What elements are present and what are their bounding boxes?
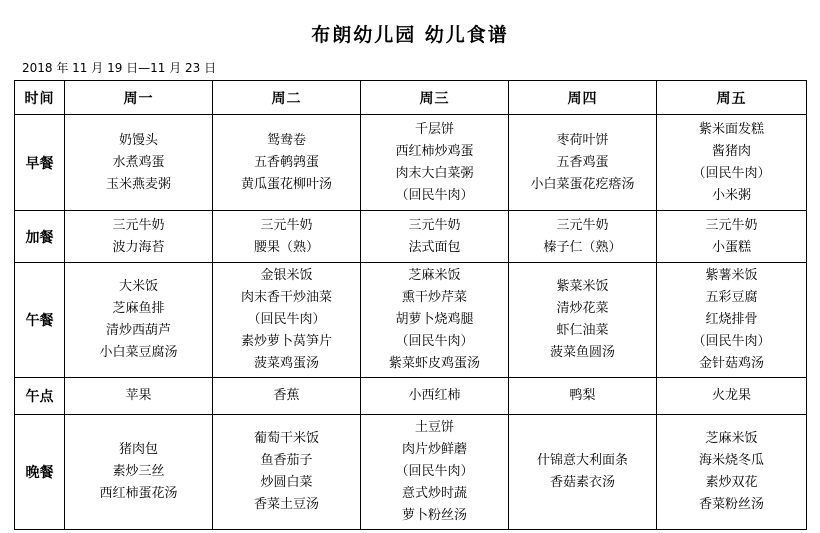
dish-item: 香菜土豆汤 — [253, 497, 319, 512]
dish-item: 肉末大白菜粥 — [395, 165, 474, 181]
date-range: 2018 年 11 月 19 日—11 月 23 日 — [22, 61, 217, 75]
dish-item: 肉末香干炒油菜 — [240, 290, 332, 305]
day-column-header: 周五 — [657, 81, 807, 115]
menu-cell — [65, 115, 213, 211]
menu-cell — [657, 263, 807, 378]
dish-item: 紫菜米饭 — [556, 279, 609, 294]
dish-item: 苹果 — [125, 388, 152, 403]
dish-item: 西红柿蛋花汤 — [99, 486, 178, 501]
dish-item: 金银米饭 — [260, 268, 313, 283]
menu-cell — [213, 211, 361, 263]
menu-cell — [509, 211, 657, 263]
dish-item: （回民牛肉） — [692, 165, 771, 181]
dish-item: 菠菜鱼圆汤 — [549, 345, 615, 360]
dish-item: 鸭梨 — [569, 388, 596, 403]
dish-item: 红烧排骨 — [705, 312, 758, 327]
dish-item: 枣荷叶饼 — [556, 132, 609, 148]
menu-cell — [361, 378, 509, 415]
dish-item: 虾仁油菜 — [556, 323, 609, 338]
dish-item: 紫米面发糕 — [698, 121, 764, 137]
menu-cell — [509, 263, 657, 378]
time-column-header: 时间 — [15, 81, 65, 115]
menu-cell — [213, 378, 361, 415]
dish-item: 菠菜鸡蛋汤 — [253, 356, 319, 371]
dish-item: 小白菜蛋花疙瘩汤 — [530, 176, 635, 192]
day-column-header: 周一 — [65, 81, 213, 115]
dish-item: 香菇素衣汤 — [549, 475, 615, 490]
menu-row — [15, 115, 807, 211]
meal-row-label: 早餐 — [15, 115, 65, 211]
day-column-header: 周二 — [213, 81, 361, 115]
menu-row — [15, 211, 807, 263]
menu-cell — [361, 415, 509, 530]
header-row — [15, 81, 807, 115]
dish-item: 紫薯米饭 — [705, 268, 758, 283]
dish-item: 鸳鸯卷 — [266, 132, 306, 148]
menu-row — [15, 378, 807, 415]
dish-item: （回民牛肉） — [395, 334, 474, 349]
dish-item: 紫菜虾皮鸡蛋汤 — [388, 356, 480, 371]
day-column-header: 周四 — [509, 81, 657, 115]
menu-cell — [213, 263, 361, 378]
dish-item: 素炒三丝 — [112, 464, 165, 479]
menu-cell — [65, 378, 213, 415]
dish-item: 清炒花菜 — [556, 301, 609, 316]
dish-item: 榛子仁（熟） — [543, 239, 622, 255]
menu-cell — [213, 115, 361, 211]
dish-item: 胡萝卜烧鸡腿 — [395, 312, 474, 327]
dish-item: 金针菇鸡汤 — [698, 356, 764, 371]
dish-item: （回民牛肉） — [395, 464, 474, 479]
dish-item: 芝麻米饭 — [705, 431, 758, 446]
dish-item: 三元牛奶 — [260, 217, 313, 233]
dish-item: 素炒萝卜莴笋片 — [240, 334, 332, 349]
dish-item: 萝卜粉丝汤 — [401, 508, 467, 523]
dish-item: 三元牛奶 — [408, 217, 461, 233]
page-title: 布朗幼儿园 幼儿食谱 — [311, 24, 509, 46]
dish-item: 三元牛奶 — [705, 217, 758, 233]
dish-item: 玉米燕麦粥 — [105, 176, 171, 192]
meal-row-label: 午点 — [15, 378, 65, 415]
dish-item: 三元牛奶 — [556, 217, 609, 233]
dish-item: 五彩豆腐 — [705, 290, 758, 305]
menu-cell — [361, 211, 509, 263]
dish-item: 腰果（熟） — [253, 239, 319, 255]
menu-cell — [361, 115, 509, 211]
day-column-header: 周三 — [361, 81, 509, 115]
dish-item: 酱猪肉 — [711, 143, 751, 159]
dish-item: 五香鸡蛋 — [556, 154, 609, 170]
menu-row — [15, 263, 807, 378]
meal-row-label: 加餐 — [15, 211, 65, 263]
dish-item: 大米饭 — [118, 279, 158, 294]
dish-item: 土豆饼 — [414, 420, 454, 435]
dish-item: 芝麻米饭 — [408, 268, 461, 283]
dish-item: 千层饼 — [414, 121, 454, 137]
menu-cell — [65, 211, 213, 263]
dish-item: 五香鹌鹑蛋 — [253, 154, 319, 170]
dish-item: 素炒双花 — [705, 475, 758, 490]
dish-item: 清炒西葫芦 — [105, 323, 171, 338]
dish-item: 小蛋糕 — [711, 239, 751, 255]
dish-item: 火龙果 — [711, 388, 751, 403]
dish-item: 肉片炒鲜蘑 — [401, 442, 467, 457]
dish-item: 葡萄干米饭 — [253, 431, 319, 446]
dish-item: 香菜粉丝汤 — [698, 497, 764, 512]
dish-item: 鱼香茄子 — [260, 453, 313, 468]
dish-item: 黄瓜蛋花柳叶汤 — [240, 176, 332, 192]
dish-item: （回民牛肉） — [247, 312, 326, 327]
dish-item: 小白菜豆腐汤 — [99, 345, 178, 360]
dish-item: 猪肉包 — [118, 442, 158, 457]
dish-item: 奶馒头 — [118, 132, 158, 148]
dish-item: （回民牛肉） — [692, 334, 771, 349]
dish-item: 芝麻鱼排 — [112, 301, 165, 316]
menu-cell — [657, 415, 807, 530]
menu-cell — [361, 263, 509, 378]
menu-cell — [509, 415, 657, 530]
menu-cell — [657, 378, 807, 415]
dish-item: 小米粥 — [711, 187, 751, 203]
menu-cell — [657, 115, 807, 211]
menu-cell — [509, 115, 657, 211]
menu-cell — [657, 211, 807, 263]
menu-table — [14, 80, 807, 530]
meal-row-label: 晚餐 — [15, 415, 65, 530]
dish-item: 熏干炒芹菜 — [401, 290, 467, 305]
dish-item: 波力海苔 — [112, 239, 165, 255]
dish-item: 海米烧冬瓜 — [698, 453, 764, 468]
menu-row — [15, 415, 807, 530]
menu-cell — [65, 263, 213, 378]
dish-item: 香蕉 — [273, 388, 300, 403]
dish-item: 水煮鸡蛋 — [112, 154, 165, 170]
dish-item: 法式面包 — [408, 239, 461, 255]
meal-row-label: 午餐 — [15, 263, 65, 378]
dish-item: 小西红柿 — [408, 388, 461, 403]
dish-item: 炒圆白菜 — [260, 475, 313, 490]
dish-item: （回民牛肉） — [395, 187, 474, 203]
dish-item: 什锦意大利面条 — [536, 453, 628, 468]
menu-cell — [65, 415, 213, 530]
dish-item: 意式炒时蔬 — [401, 486, 467, 501]
dish-item: 西红柿炒鸡蛋 — [395, 143, 474, 159]
dish-item: 三元牛奶 — [112, 217, 165, 233]
menu-cell — [509, 378, 657, 415]
menu-cell — [213, 415, 361, 530]
